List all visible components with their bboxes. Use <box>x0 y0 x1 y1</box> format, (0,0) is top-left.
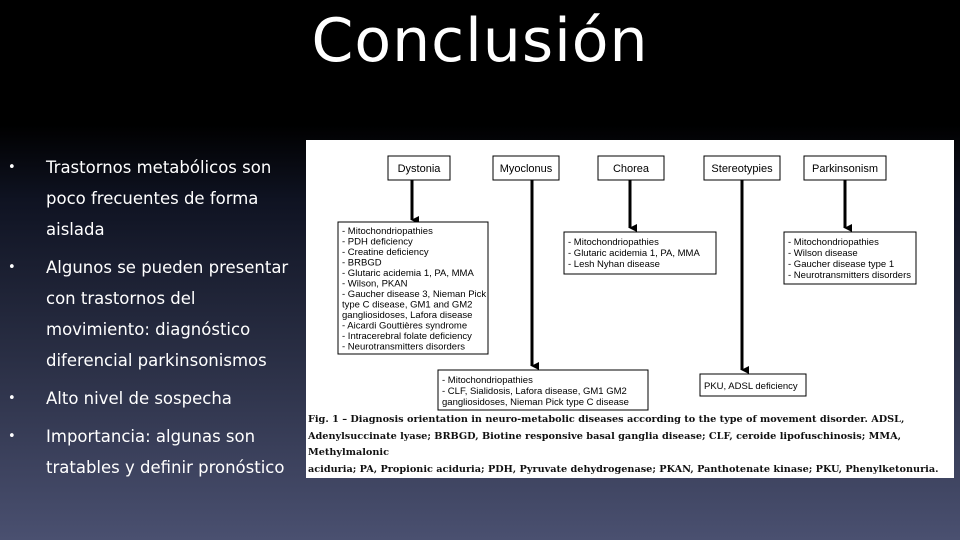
list-item: type C disease, GM1 and GM2 <box>342 299 473 311</box>
list-item: - PDH deficiency <box>342 236 413 248</box>
stereotypies-label: Stereotypies <box>711 163 773 175</box>
bullet-dot-icon: • <box>8 391 16 406</box>
list-item: - Mitochondriopathies <box>442 375 533 386</box>
caption-line: Fig. 1 – Diagnosis orientation in neuro-metabolic diseases according to the type of movement disorder. ADSL, <box>308 414 905 425</box>
list-item: - Aicardi Gouttières syndrome <box>342 320 468 332</box>
list-item: - Mitochondriopathies <box>568 237 659 248</box>
list-item: PKU, ADSL deficiency <box>704 381 798 392</box>
list-item: - Glutaric acidemia 1, PA, MMA <box>568 248 700 259</box>
bullet-item <box>8 252 300 376</box>
list-item: - Glutaric acidemia 1, PA, MMA <box>342 268 474 279</box>
stereotypies-box <box>704 156 780 180</box>
parkinsonism-box <box>804 156 886 180</box>
list-item: - CLF, Sialidosis, Lafora disease, GM1 GM2 <box>442 386 627 397</box>
bullet-dot-icon: • <box>8 160 16 175</box>
dystonia-list-box <box>338 222 488 354</box>
figure-caption <box>308 412 952 478</box>
myoclonus-label: Myoclonus <box>499 163 553 175</box>
dystonia-box <box>388 156 450 180</box>
diagnosis-figure <box>306 140 954 478</box>
myoclonus-box <box>493 156 559 180</box>
parkinsonism-label: Parkinsonism <box>811 163 879 175</box>
myoclonus-list-box <box>438 370 648 410</box>
caption-line: Adenylsuccinate lyase; BRBGD, Biotine responsive basal ganglia disease; CLF, ceroide lipofuschinosis; MMA, Methylmalonic <box>308 430 901 458</box>
bullet-item <box>8 152 300 245</box>
bullet-dot-icon: • <box>8 260 16 275</box>
list-item: - Mitochondriopathies <box>342 226 433 237</box>
bullet-item <box>8 421 300 483</box>
bullet-text: Alto nivel de sospecha <box>46 389 232 408</box>
chorea-list-box <box>564 232 716 274</box>
list-item: - Lesh Nyhan disease <box>568 259 660 270</box>
list-item: - BRBGD <box>342 257 382 269</box>
bullet-dot-icon: • <box>8 429 16 444</box>
stereotypies-list-box <box>700 374 806 396</box>
list-item: - Mitochondriopathies <box>788 237 879 248</box>
bullet-item <box>8 383 300 414</box>
slide-title: Conclusión <box>311 6 649 76</box>
list-item: - Wilson disease <box>788 248 858 259</box>
list-item: - Neurotransmitters disorders <box>788 270 912 281</box>
dystonia-label: Dystonia <box>397 163 441 175</box>
chorea-label: Chorea <box>612 163 650 175</box>
list-item: - Creatine deficiency <box>342 247 429 258</box>
list-item: - Gaucher disease 3, Nieman Pick <box>342 289 487 300</box>
caption-line: aciduria; PA, Propionic aciduria; PDH, Pyruvate dehydrogenase; PKAN, Panthotenate kinase; PKU, Phenylketonuria. <box>308 463 939 475</box>
list-item: - Wilson, PKAN <box>342 278 408 290</box>
list-item: - Intracerebral folate deficiency <box>342 331 472 342</box>
list-item: - Gaucher disease type 1 <box>788 259 895 270</box>
list-item: - Neurotransmitters disorders <box>342 341 466 353</box>
list-item: gangliosidoses, Nieman Pick type C disease <box>442 397 629 408</box>
bullet-list <box>8 152 300 490</box>
bullet-text: Trastornos metabólicos son poco frecuentes de forma aislada <box>46 158 272 239</box>
bullet-text: Importancia: algunas son tratables y definir pronóstico <box>46 427 285 477</box>
bullet-text: Algunos se pueden presentar con trastornos del movimiento: diagnóstico diferencial parkinsonismos <box>46 258 289 370</box>
list-item: gangliosidoses, Lafora disease <box>342 310 473 321</box>
chorea-box <box>598 156 664 180</box>
parkinsonism-list-box <box>784 232 916 284</box>
